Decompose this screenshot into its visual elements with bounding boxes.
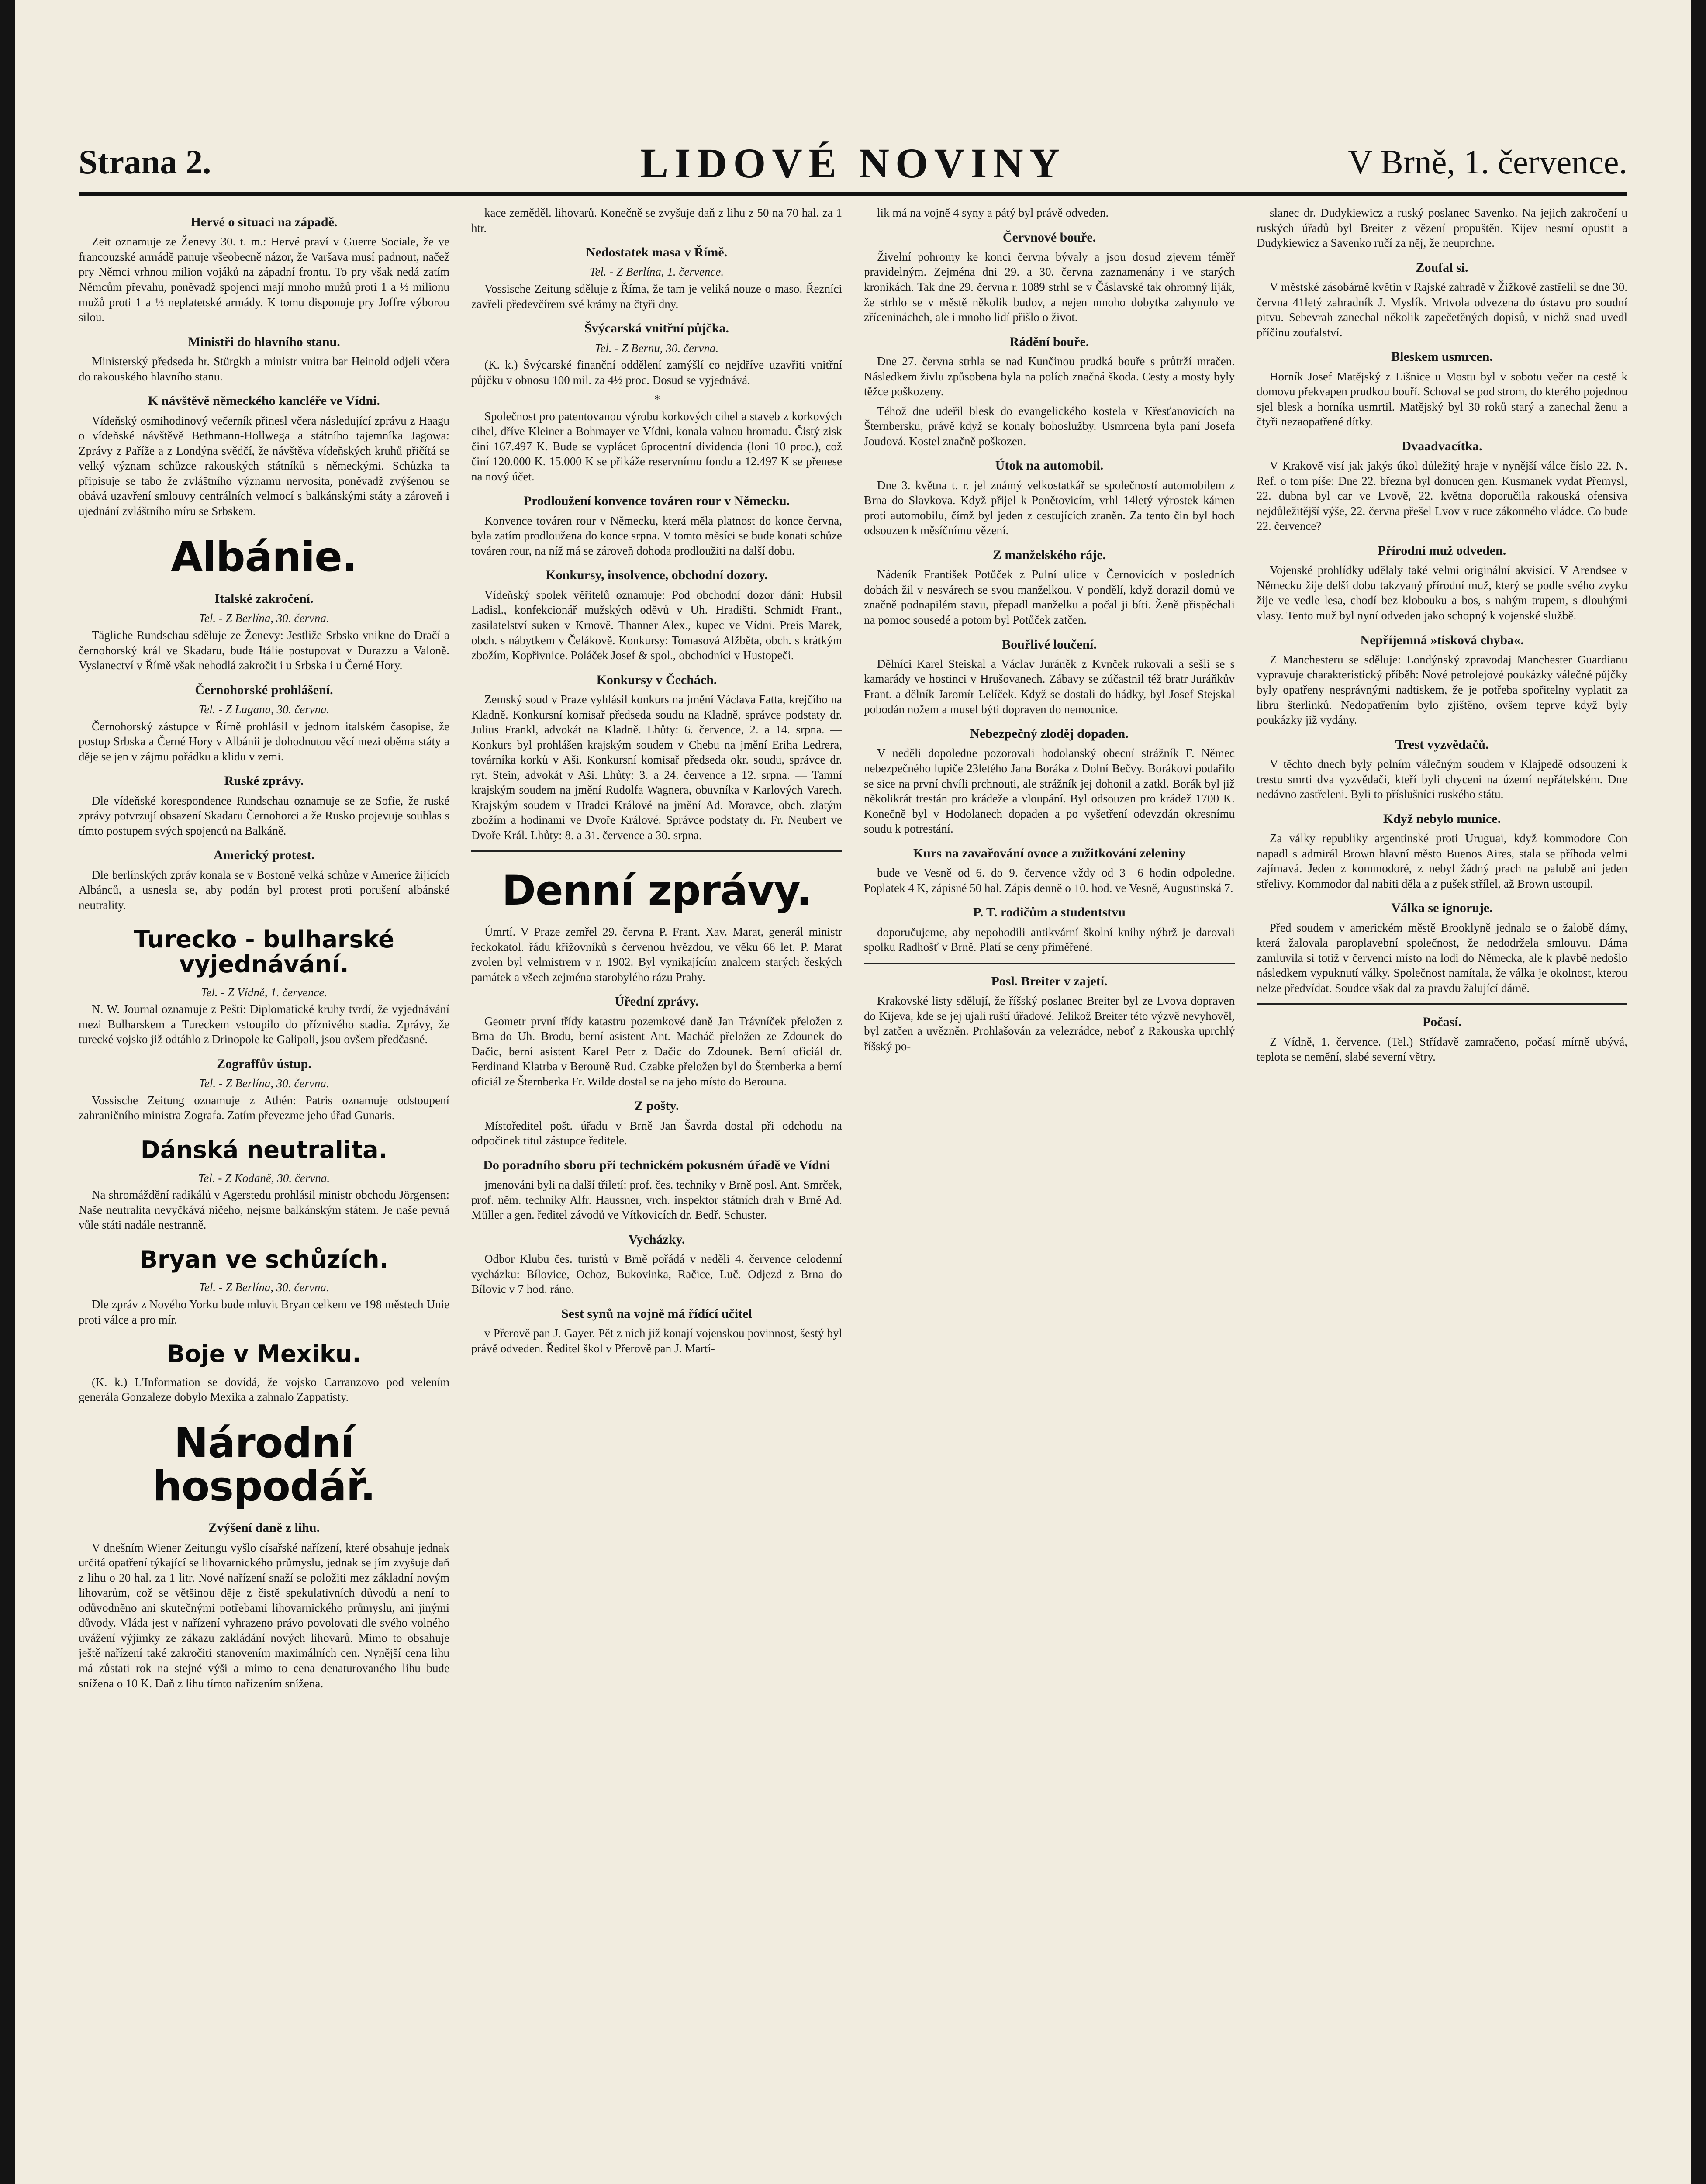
article-text: Z Manchesteru se sděluje: Londýnský zpravodaj Manchester Guardianu vypravuje charakteristický příběh: Nové petrolejové poukázky válečné půjčky byly opatřeny nesprávnými nadtiskem, že je potřeba spořitelny vyplatit za libru šterlinků. Nedopatřením bylo zjištěno, ovšem teprve když byly poukázky již vydány. [1257,653,1627,727]
article-text: Vídeňský osmihodinový večerník přinesl včera následující zprávu z Haagu o vídeňské návštěvě Bethmann-Hollwega a státního tajemníka Jagowa: Zprávy z Paříže a z Londýna svědčí, že návštěva vídeňských kruhů přičítá se velký význam schůzce rakouských státníků s německými. Schůzka ta připisuje se tabo že zvláštního významu nervosita, poněvadž zvýšenou se obává uzavření smlouvy centrálních velmocí s balkánskými státy a zároveň i ujednání zvláštního míru se Srbskem. [79,414,449,518]
article-heading: Dvaadvacítka. [1402,439,1482,453]
article-text: Odbor Klubu čes. turistů v Brně pořádá v neděli 4. července celodenní vycházku: Bílovice, Ochoz, Bukovinka, Račice, Luč. Odjezd z Brna do Bílovic v 7 hod. ráno. [471,1252,842,1296]
article-heading: Hervé o situaci na západě. [190,215,338,229]
section-heading-albania: Albánie. [171,533,357,581]
column-2 [471,205,842,2184]
article-text: Zeit oznamuje ze Ženevy 30. t. m.: Hervé praví v Guerre Sociale, že ve francouzské armádě panuje všeobecně názor, že Varšava musí padnout, načež pry Němci vrhnou milion vojáků na západní frontu. To pry však nedá zatím Němcům převahu, poněvadž spojenci mají mnoho mužů proti 1 a ½ milionu mužů proti 1 a ½ neplatetské armády. K tomu disponuje pry Joffre výborou silou. [79,235,449,324]
article-text: Úmrtí. V Praze zemřel 29. června P. Frant. Xav. Marat, generál ministr řeckokatol. řádu křižovníků s červenou hvězdou, ve věku 66 let. P. Marat zvolen byl velmistrem v r. 1902. Byl vynikajícím znalcem starých českých památek a všech zejména starobylého rázu Prahy. [471,925,842,984]
article-text: V dnešním Wiener Zeitungu vyšlo císařské nařízení, které obsahuje jednak určitá opatření týkající se lihovarnického průmyslu, jednak se jím zvyšuje daň z lihu o 20 hal. za 1 litr. Nové nařízení snaží se položiti mez základní novým lihovarům, což se většinou děje z čistě spekulativních důvodů a není to odůvodněno ani skutečnými potřebami lihovarnického průmyslu, ani jinými důvody. Vláda jest v nařízení vyhrazeno právo povolovati dle svého volného uvážení výjimky ze zákazu zakládání nových lihovarů. Mimo to obsahuje ještě nařízení také zakročiti stanovením maximálních cen. Nynější cena lihu má zůstati rok na stejné výši a mimo to cena denaturovaného lihu bude snížena o 10 K. Daň z lihu tímto nařízením snížena. [79,1541,449,1690]
article-heading: Prodloužení konvence továren rour v Německu. [523,494,790,508]
article-text: V neděli dopoledne pozorovali hodolanský obecní strážník F. Němec nebezpečného lupiče 23letého Jana Boráka z Dolní Bečvy. Borákovi podařilo se sice na první chvíli prchnouti, ale strážník jej dohonil a zatkl. Borák byl již několikrát trestán pro krádeže a vloupání. Byl odsouzen pro krádež 1700 K. Konečně byl v Hodolanech dopaden a po vyšetření odevzdán okresnímu soudu k potrestání. [864,746,1235,836]
dateline: Tel. - Z Berlína, 30. června. [199,612,329,625]
column-4 [1257,205,1627,2184]
article-text: (K. k.) Švýcarské finanční oddělení zamýšlí co nejdříve uzavřiti vnitřní půjčku v obnosu 100 mil. za 4½ proc. Dosud se vyjednává. [471,358,842,387]
article-text: Vossische Zeitung sděluje z Říma, že tam je veliká nouze o maso. Řezníci zavřeli předevčírem své krámy na čtyři dny. [471,282,842,311]
article-heading: Americký protest. [213,848,315,863]
dateline: Tel. - Z Lugana, 30. června. [198,703,330,716]
article-text: Horník Josef Matějský z Lišnice u Mostu byl v sobotu večer na cestě k domovu překvapen prudkou bouří. Schoval se pod strom, do kterého pojednou sjel blesk a horníka usmrtil. Matějský byl 30 roků starý a zanechal ženu a čtyři nezaopatřené dítky. [1257,370,1627,429]
article-text: Dle vídeňské korespondence Rundschau oznamuje se ze Sofie, že ruské zprávy potvrzují obsazení Skadaru Černohorci a že Rusko projevuje souhlas s tímto postupem svých spojenců na Balkáně. [79,794,449,837]
article-text: kace zeměděl. lihovarů. Konečně se zvyšuje daň z lihu z 50 na 70 hal. za 1 htr. [471,206,842,235]
section-heading-narodni-hospodar: Národní hospodář. [152,1419,376,1510]
article-text: Zemský soud v Praze vyhlásil konkurs na jmění Václava Fatta, krejčího na Kladně. Konkursní komisař předseda soudu na Kladně, správce podstaty dr. Julius Frankl, advokát na Kladně. Lhůty: 6. července, 2. a 14. srpna. — Konkurs byl prohlášen krajským soudem v Chebu na jmění Eriha Ledrera, továrníka korků v Aši. Konkursní komisař předseda okr. soudu, správce dr. ryt. Stein, advokát v Aši. Lhůty: 3. a 24. července a 12. srpna. — Tamní krajským soudem na jmění Rudolfa Wagnera, obuvníka v Karlových Varech. Krajským soudem v Hradci Králové na jmění Ad. Moravce, obch. zlatým zbožím a hodinami ve Dvoře Králové. Správce podstaty dr. Fr. Neubert ve Dvoře Král. Lhůty: 8. a 31. července a 30. srpna. [471,692,842,842]
scan-edge-right [1691,0,1706,2184]
dateline: Tel. - Z Kodaně, 30. června. [198,1171,330,1185]
section-heading-mexiko: Boje v Mexiku. [167,1340,361,1368]
article-text: Téhož dne udeřil blesk do evangelického kostela v Křesťanovicích na Šternbersku, právě když se konaly bohoslužby. Usmrcena byla paní Josefa Joudová. Kostel značně poškozen. [864,404,1235,448]
article-heading: P. T. rodičům a studentstvu [973,905,1126,920]
section-rule [864,963,1235,964]
article-heading: Sest synů na vojně má řídící učitel [561,1306,752,1321]
article-text: Z Vídně, 1. července. (Tel.) Střídavě zamračeno, počasí mírně ubývá, teplota se nemění, slabé severní větry. [1257,1035,1627,1064]
article-heading: Nebezpečný zloděj dopaden. [970,726,1129,741]
article-text: Za války republiky argentinské proti Uruguai, když kommodore Con napadl s admirál Brown hlavní město Buenos Aires, stala se příhoda velmi zajímavá. Jeden z kommodoré, z nebyl žádný prach na palubě ani jeden střelivy. Kommodor dal nabiti děla a z pušek střílel, až Brown ustoupil. [1257,832,1627,890]
article-heading: Do poradního sboru při technickém pokusném úřadě ve Vídni [483,1158,830,1172]
article-text: Živelní pohromy ke konci června bývaly a jsou dosud zjevem téměř pravidelným. Zejména dni 29. a 30. června zaznamenány i ve starých kronikách. Tak dne 29. června r. 1089 strhl se v Čáslavské tak ohromný liják, že strhlo se v městě několik budov, a nejen mnoho dobytka zahynulo ve zřícenináchch, ale i mnoho lidí přišlo o život. [864,250,1235,324]
dateline: Tel. - Z Vídně, 1. července. [200,985,328,999]
article-text: Místoředitel pošt. úřadu v Brně Jan Šavrda dostal při odchodu na odpočinek titul zástupce ředitele. [471,1119,842,1147]
place-date: V Brně, 1. července. [1348,143,1627,181]
article-heading: Když nebylo munice. [1383,811,1501,826]
article-text: (K. k.) L'Information se dovídá, že vojsko Carranzovo pod velením generála Gonzaleze dobylo Mexika a zahnalo Zappatisty. [79,1375,449,1404]
article-text: N. W. Journal oznamuje z Pešti: Diplomatické kruhy tvrdí, že vyjednávání mezi Bulharskem a Tureckem vstoupilo do příznivého stadia. Zprávy, že turecké vojsko již odtáhlo z Drinopole ke Galipoli, jsou ovšem předčasné. [79,1002,449,1046]
article-text: Dne 27. června strhla se nad Kunčinou prudká bouře s průtrží mračen. Následkem živlu způsobena byla na polích značná škoda. Cesty a mosty byly těžce poškozeny. [864,355,1235,398]
article-heading: Konkursy v Čechách. [596,672,717,687]
article-heading: Válka se ignoruje. [1391,901,1493,916]
article-text: bude ve Vesně od 6. do 9. července vždy od 3—6 hodin odpoledne. Poplatek 4 K, zápisné 50 hal. Zápis denně o 10. hod. ve Vesně, Augustinská 7. [864,866,1235,895]
article-text: Dle zpráv z Nového Yorku bude mluvit Bryan celkem ve 198 městech Unie proti válce a pro mír. [79,1297,449,1326]
article-heading: Švýcarská vnitřní půjčka. [584,321,729,336]
article-text: Černohorský zástupce v Římě prohlásil v jednom italském časopise, že postup Srbska a Černé Hory v Albánii je dohodnutou věcí mezi oběma státy a děje se jen v zájmu pořádku a klidu v zemi. [79,719,449,763]
article-text: v Přerově pan J. Gayer. Pět z nich již konají vojenskou povinnost, šestý byl právě odveden. Ředitel škol v Přerově pan J. Martí- [471,1327,842,1355]
article-heading: Konkursy, insolvence, obchodní dozory. [546,568,768,583]
article-text: Krakovské listy sdělují, že říšský poslanec Breiter byl ze Lvova dopraven do Kijeva, kde se jej ujali ruští úřadové. Jelikož Breiter této výzvě nevyhověl, byl zatčen a uvězněn. Prohlašován za velezrádce, neboť z Rakouska uprchlý říšský po- [864,994,1235,1053]
article-heading: Trest vyzvědačů. [1395,737,1489,752]
article-heading: Italské zakročení. [214,591,314,606]
article-heading: Bleskem usmrcen. [1391,349,1493,364]
article-heading: Zvýšení daně z lihu. [208,1521,320,1535]
dateline: Tel. - Z Berlína, 1. července. [589,265,724,279]
article-heading: Počasí. [1422,1015,1462,1030]
section-heading-turecko: Turecko - bulharské vyjednávání. [134,926,394,978]
article-heading: Rádění bouře. [1009,334,1089,349]
article-heading: Z pošty. [634,1099,679,1113]
article-heading: Útok na automobil. [995,458,1104,473]
article-heading: Zoufal si. [1416,260,1468,275]
newspaper-title: LIDOVÉ NOVINY [640,140,1066,187]
section-heading-denni-zpravy: Denní zprávy. [502,867,812,915]
article-text: Dělníci Karel Steiskal a Václav Juráněk z Kvnček rukovali a sešli se s kamarády ve hostinci v Hrušovanech. Zábavy se zúčastnil též bratr Juráňkův Frant. a dělník Jaromír Lelíček. Když se dostali do hádky, byl Josef Stejskal pobodán nožem a musel býti dopraven do nemocnice. [864,657,1235,716]
article-text: Společnost pro patentovanou výrobu korkových cihel a staveb z korkových cihel, dříve Kleiner a Bohmayer ve Vídni, konala valnou hromadu. Čistý zisk činí 167.497 K. Bude se vyplácet 6procentní dividenda (loni 10 proc.), což činí 120.000 K. 15.000 K se přikáže reservnímu fondu a 12.497 K se přenese na nový účet. [471,409,842,483]
article-heading: Bouřlivé loučení. [1002,637,1097,652]
dateline: Tel. - Z Bernu, 30. června. [594,341,719,355]
article-text: jmenováni byli na další třiletí: prof. čes. techniky v Brně posl. Ant. Smrček, prof. něm. techniky Alfr. Haussner, vrch. inspektor státních drah v Brně Ad. Müller a gen. ředitel závodů ve Vítkovicích dr. Bedř. Schuster. [471,1178,842,1222]
article-text: lik má na vojně 4 syny a pátý byl právě odveden. [877,206,1109,219]
section-heading-danska: Dánská neutralita. [140,1136,388,1164]
column-3 [864,205,1235,2184]
article-heading: Vycházky. [628,1232,685,1247]
article-heading: Zograffův ústup. [217,1056,311,1071]
page-number: Strana 2. [79,143,211,181]
article-heading: Ruské zprávy. [224,774,304,788]
article-heading: Nedostatek masa v Římě. [586,245,728,260]
article-text: Nádeník František Potůček z Pulní ulice v Černovicích v posledních dobách žil v nesvárech se svou manželkou. V pondělí, když dorazil domů ve značně podnapilém stavu, přepadl manželku a počal ji bíti. Ženě přispěchali na pomoc sousedé a potom byl Potůček zatčen. [864,568,1235,626]
article-heading: Úřední zprávy. [615,994,699,1009]
article-text: V Krakově visí jak jakýs úkol důležitý hraje v nynější válce číslo 22. N. Ref. o tom píše: Dne 22. března byl donucen gen. Kusmanek vydat Přemysl, 22. dubna byl car ve Lvově, 22. května doporučila rakouská ofensiva nejdůležitější výše, 22. června přešel Lvov v ruce zákonného vládce. Co bude 22. července? [1257,459,1627,533]
separator-asterisk: * [653,393,660,406]
article-text: Dle berlínských zpráv konala se v Bostoně velká schůze v Americe žijících Albánců, a usnesla se, aby podán byl protest proti porušení albánské neutrality. [79,868,449,912]
scan-edge-left [0,0,15,2184]
article-heading: Posl. Breiter v zajetí. [991,974,1108,988]
article-text: V městské zásobárně květin v Rajské zahradě v Žižkově zastřelil se dne 30. června 41letý zahradník J. Myslík. Mrtvola odvezena do ústavu pro soudní pitvu. Sebevrah zanechal několik zapečetěných dopisů, v nichž snad uvedl příčinu zoufalství. [1257,280,1627,339]
article-heading: Ministři do hlavního stanu. [188,334,340,349]
article-heading: K návštěvě německého kancléře ve Vídni. [148,394,380,408]
article-text: Ministerský předseda hr. Stürgkh a ministr vnitra bar Heinold odjeli včera do rakouského hlavního stanu. [79,355,449,383]
article-heading: Přírodní muž odveden. [1378,543,1506,558]
article-heading: Červnové bouře. [1002,230,1096,245]
article-text: Vídeňský spolek věřitelů oznamuje: Pod obchodní dozor dáni: Hubsil Ladisl., konfekcionář mužských oděvů v Uh. Hradišti. Schmidt Frant., zasilatelství suken v Krnově. Thanner Alex., kupec ve Vídni. Preis Marek, obch. s nábytkem v Čelákově. Konkursy: Tomasová Alžběta, obch. s krátkým zbožím, Kopřivnice. Poláček Josef & spol., obchodníci v Hustopeči. [471,588,842,662]
article-text: Na shromáždění radikálů v Agerstedu prohlásil ministr obchodu Jörgensen: Naše neutralita nevyčkává ničeho, nejsme balkánským státem. Je naše pevná vůle státi nadále nestranně. [79,1188,449,1232]
article-text: V těchto dnech byly polním válečným soudem v Klajpedě odsouzeni k trestu smrti dva vyzvědači, kteří byli chyceni na území nepřátelském. Dne nedávno zastřeleni. Byli to příslušníci ruského státu. [1257,757,1627,801]
article-text: Před soudem v americkém městě Brooklyně jednalo se o žalobě dámy, která žalovala paroplavební společnost, že nedodržela smlouvu. Dáma zamluvila si totiž v červenci místo na lodi do Německa, ale k plavbě nedošlo následkem vypuknutí války. Společnost namítala, že válka je okolnost, kterou nelze předvídat. Soudce však dal za pravdu žalující dámě. [1257,921,1627,995]
article-text: Geometr první třídy katastru pozemkové daně Jan Trávníček přeložen z Brna do Uh. Brodu, berní asistent Ant. Macháč přeložen ze Zdounek do Dačic, berní asistent Karel Petr z Dačic do Zdounek. Berní oficiál dr. Ferdinand Klatrba v Berouně Rud. Czabke přeložen byl do Šternberka a berní oficiál ze Šternberka Fr. Wilde dostal se na jeho místo do Berouna. [471,1014,842,1088]
article-heading: Kurs na zavařování ovoce a zužitkování zeleniny [913,846,1186,860]
article-text: Tägliche Rundschau sděluje ze Ženevy: Jestliže Srbsko vnikne do Dračí a černohorský král ve Skadaru, bude Itálie postupovat v Durazzu a Valoně. Vyslanectví v Římě však nehodlá zakročit i u Srbska i u Černé Hory. [79,629,449,672]
section-heading-bryan: Bryan ve schůzích. [139,1245,389,1273]
article-text: Vossische Zeitung oznamuje z Athén: Patris oznamuje odstoupení zahraničního ministra Zografa. Zatím převezme jeho úřad Gunaris. [79,1093,449,1122]
section-rule [1257,1003,1627,1005]
article-heading: Černohorské prohlášení. [195,682,333,697]
dateline: Tel. - Z Berlína, 30. června. [199,1077,329,1090]
column-1 [79,205,449,2184]
article-text: Konvence továren rour v Německu, která měla platnost do konce června, byla zatím prodloužena do konce srpna. V tomto měsíci se bude konati schůze továren rour, na níž má se zároveň dohoda prodloužiti na další dobu. [471,514,842,557]
article-text: doporučujeme, aby nepohodili antikvární školní knihy nýbrž je darovali spolku Radhošť v Brně. Platí se ceny přiměřené. [864,925,1235,954]
article-heading: Z manželského ráje. [992,547,1106,562]
article-heading: Nepříjemná »tisková chyba«. [1360,632,1524,647]
page-header [79,131,1627,196]
section-rule [471,850,842,852]
article-text: Dne 3. května t. r. jel známý velkostatkář se společností automobilem z Brna do Slavkova. Když přijel k Ponětovicím, vrhl 14letý výrostek kámen proti automobilu, čímž byl jeden z cestujících zraněn. Za tento čin byl hoch odsouzen k měsíčnímu vězení. [864,478,1235,537]
text-columns [79,205,1627,2184]
article-text: slanec dr. Dudykiewicz a ruský poslanec Savenko. Na jejich zakročení u ruských úřadů byl Breiter z vězení propuštěn. Kijev nesmí opustit a Dudykiewicz a Savenko ručí za něj, že neuprchne. [1257,206,1627,250]
dateline: Tel. - Z Berlína, 30. června. [199,1281,329,1294]
article-text: Vojenské prohlídky udělaly také velmi originální akvisicí. V Arendsee v Německu žije delší dobu takzvaný přírodní muž, který se podle svého zvyku žije ve vedle lesa, chodí bez klobouku a bos, s nahým trupem, s dlouhými vlasy. Tento muž byl nyní odveden jako schopný k vojenské službě. [1257,563,1627,622]
